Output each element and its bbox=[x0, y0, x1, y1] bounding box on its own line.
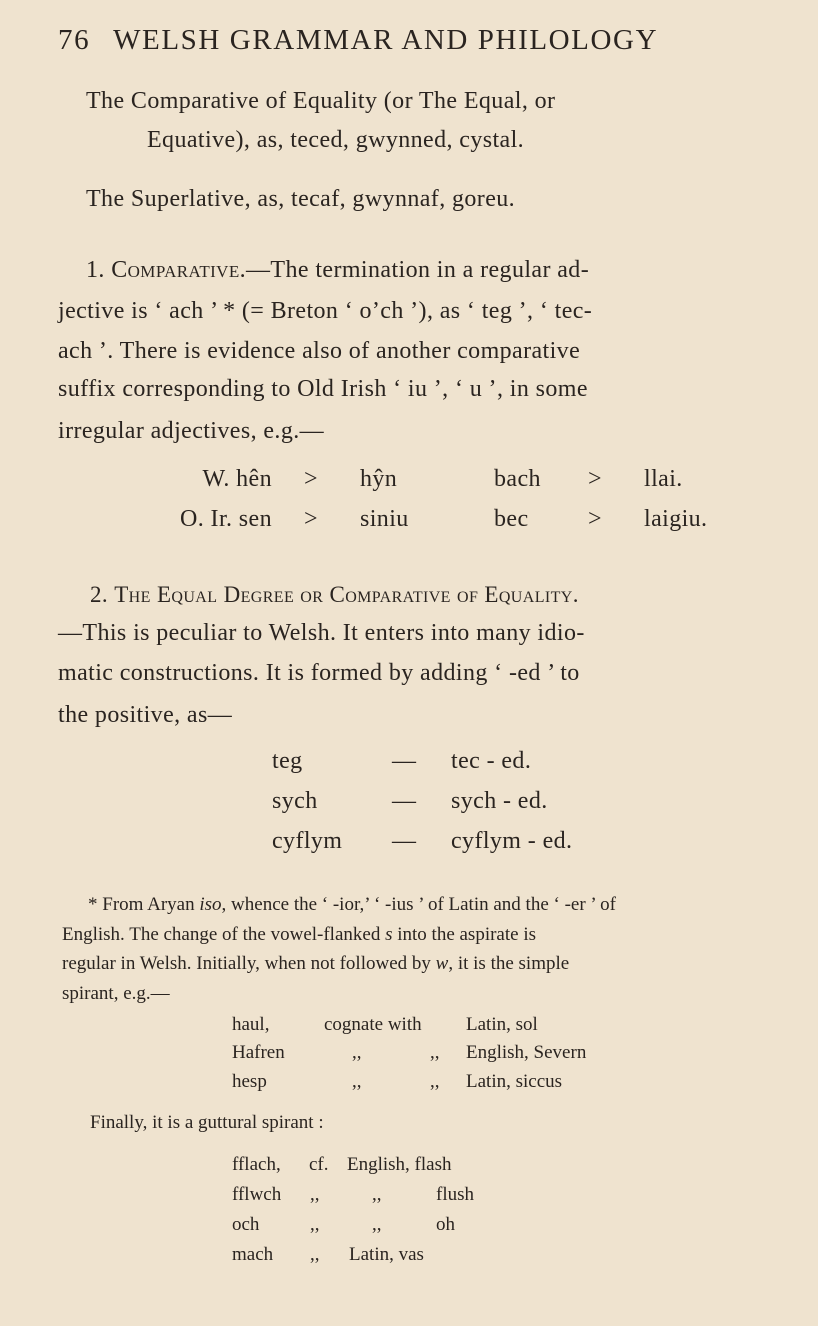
footnote-example-gloss: Latin, vas bbox=[349, 1244, 424, 1265]
footnote-example-word: Hafren bbox=[232, 1042, 285, 1063]
section-1-line: irregular adjectives, e.g.— bbox=[58, 418, 325, 444]
section-2-number: 2. bbox=[90, 582, 109, 607]
running-title: WELSH GRAMMAR AND PHILOLOGY bbox=[113, 24, 659, 56]
running-header bbox=[58, 24, 658, 57]
ditto-mark: ,, bbox=[352, 1071, 362, 1092]
footnote-example-gloss: flush bbox=[436, 1184, 474, 1205]
footnote-example-word: mach bbox=[232, 1244, 274, 1265]
footnote-example-word: fflach, bbox=[232, 1154, 281, 1175]
example-form: siniu bbox=[360, 506, 409, 532]
section-2-heading-line bbox=[90, 582, 579, 608]
section-2-line: the positive, as— bbox=[58, 702, 233, 728]
footnote-example-gloss: English, Severn bbox=[466, 1042, 587, 1063]
example-label: W. hên bbox=[202, 466, 272, 492]
footnote-example-gloss: Latin, sol bbox=[466, 1014, 538, 1035]
footnote-example-gloss: Latin, siccus bbox=[466, 1071, 563, 1092]
footnote-example-gloss: English, flash bbox=[347, 1154, 452, 1175]
page-number: 76 bbox=[58, 24, 91, 56]
ditto-mark: ,, bbox=[372, 1214, 382, 1235]
footnote-example-gloss: oh bbox=[436, 1214, 455, 1235]
footnote-example-note: cognate with bbox=[324, 1014, 422, 1035]
ditto-mark: ,, bbox=[310, 1244, 320, 1265]
section-1-line: jective is ‘ ach ’ * (= Breton ‘ o’ch ’), as ‘ teg ’, ‘ tec- bbox=[58, 298, 593, 324]
ditto-mark: ,, bbox=[352, 1042, 362, 1063]
footnote-finally-line: Finally, it is a guttural spirant : bbox=[90, 1112, 324, 1133]
example-form: hŷn bbox=[360, 466, 398, 492]
example-word: bach bbox=[494, 466, 541, 492]
greater-sign: > bbox=[588, 466, 602, 492]
example-form: cyflym - ed. bbox=[451, 828, 573, 854]
ditto-mark: ,, bbox=[310, 1184, 320, 1205]
footnote-line-4: spirant, e.g.— bbox=[62, 983, 170, 1004]
example-form: llai. bbox=[644, 466, 683, 492]
section-2-line: matic constructions. It is formed by adding ‘ -ed ’ to bbox=[58, 660, 580, 686]
footnote-line-2: English. The change of the vowel-flanked s into the aspirate is bbox=[62, 924, 537, 945]
ditto-mark: ,, bbox=[430, 1042, 440, 1063]
footnote-example-note: cf. bbox=[309, 1154, 329, 1175]
example-label: O. Ir. sen bbox=[180, 506, 272, 532]
section-1-heading: Comparative. bbox=[111, 257, 247, 283]
equative-line-1: The Comparative of Equality (or The Equal, or bbox=[86, 88, 556, 114]
section-1-number: 1. bbox=[86, 257, 105, 283]
footnote-example-word: fflwch bbox=[232, 1184, 282, 1205]
example-base: cyflym bbox=[272, 828, 343, 854]
equative-line-2: Equative), as, teced, gwynned, cystal. bbox=[147, 127, 525, 153]
example-base: sych bbox=[272, 788, 318, 814]
example-form: sych - ed. bbox=[451, 788, 548, 814]
section-2-heading: The Equal Degree or Comparative of Equality. bbox=[114, 582, 579, 607]
example-base: teg bbox=[272, 748, 303, 774]
footnote-example-word: hesp bbox=[232, 1071, 267, 1092]
example-form: tec - ed. bbox=[451, 748, 532, 774]
section-1-line: —The termination in a regular ad- bbox=[246, 257, 590, 283]
section-1-line: suffix corresponding to Old Irish ‘ iu ’, ‘ u ’, in some bbox=[58, 376, 588, 402]
greater-sign: > bbox=[304, 466, 318, 492]
greater-sign: > bbox=[588, 506, 602, 532]
example-form: laigiu. bbox=[644, 506, 708, 532]
footnote-mark: * bbox=[88, 894, 98, 915]
em-dash: — bbox=[392, 788, 417, 814]
footnote-example-word: haul, bbox=[232, 1014, 270, 1035]
footnote-line-1: * From Aryan iso, whence the ‘ -ior,’ ‘ -ius ’ of Latin and the ‘ -er ’ of bbox=[88, 894, 616, 915]
greater-sign: > bbox=[304, 506, 318, 532]
section-1-line: ach ’. There is evidence also of another comparative bbox=[58, 338, 581, 364]
ditto-mark: ,, bbox=[430, 1071, 440, 1092]
ditto-mark: ,, bbox=[310, 1214, 320, 1235]
em-dash: — bbox=[392, 748, 417, 774]
ditto-mark: ,, bbox=[372, 1184, 382, 1205]
footnote-example-word: och bbox=[232, 1214, 260, 1235]
section-2-line: —This is peculiar to Welsh. It enters into many idio- bbox=[58, 620, 585, 646]
example-word: bec bbox=[494, 506, 529, 532]
footnote-line-3: regular in Welsh. Initially, when not followed by w, it is the simple bbox=[62, 953, 570, 974]
section-1-first-line bbox=[86, 257, 589, 284]
em-dash: — bbox=[392, 828, 417, 854]
superlative-line: The Superlative, as, tecaf, gwynnaf, goreu. bbox=[86, 186, 516, 212]
